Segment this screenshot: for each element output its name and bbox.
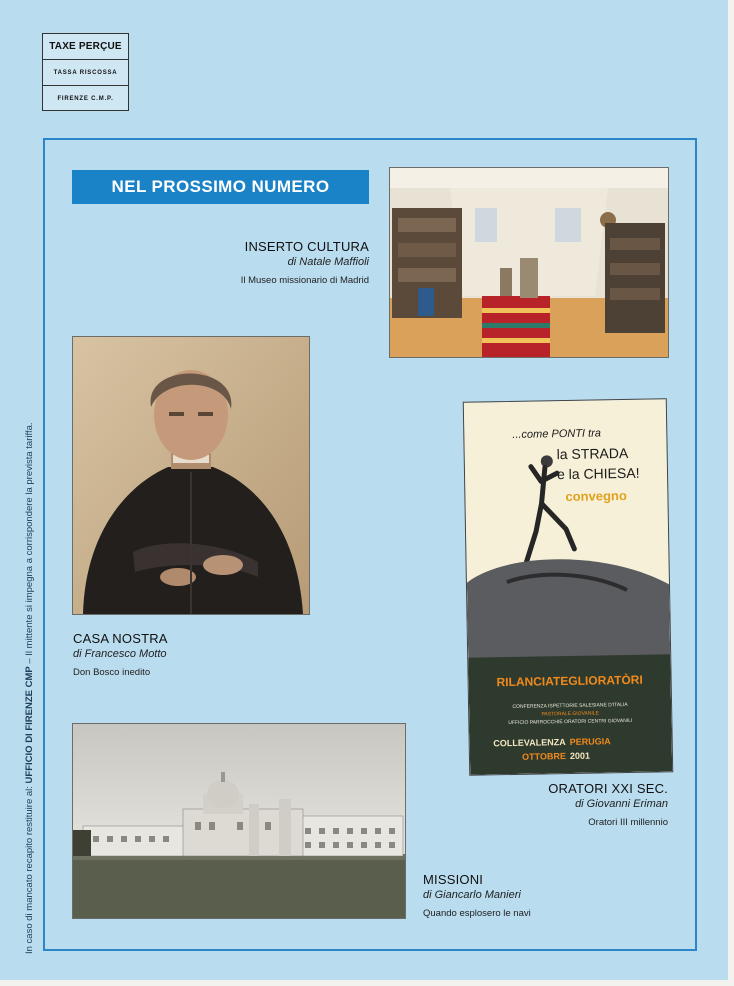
article-author: di Francesco Motto [73,648,167,660]
article-author: di Giovanni Eriman [575,798,668,810]
poster-convegno: convegno [565,487,627,505]
article-description: Don Bosco inedito [73,667,151,678]
article-oratori [460,781,668,828]
poster-place-2: PERUGIA [569,736,611,747]
poster-headline: RILANCIATEGLIORATÒRI [496,672,643,690]
poster-tagline-3: e la CHIESA! [556,464,640,483]
poster-date-1: OTTOBRE [522,751,567,762]
article-casa-nostra [73,631,273,678]
article-description: Quando esplosero le navi [423,908,531,919]
article-description: Il Museo missionario di Madrid [240,275,369,286]
poster-tagline-1: ...come PONTI tra [512,427,602,441]
article-title: CASA NOSTRA [73,631,168,646]
article-description: Oratori III millennio [588,817,668,828]
poster-org-1: CONFERENZA ISPETTORIE SALESIANE D'ITALIA [512,701,628,710]
section-banner: NEL PROSSIMO NUMERO [72,170,369,204]
poster-date-2: 2001 [569,750,591,761]
article-title: MISSIONI [423,872,484,887]
convegno-poster [463,398,673,776]
poster-tagline-2: la STRADA [556,444,629,463]
postage-line-3: FIRENZE C.M.P. [57,95,114,102]
poster-org-3: UFFICIO PARROCCHIE ORATORI CENTRI GIOVANILI [508,717,633,727]
article-missioni [423,872,643,919]
postage-line-2: TASSA RISCOSSA [43,60,128,86]
article-author: di Natale Maffioli [287,256,369,268]
article-title: INSERTO CULTURA [244,239,369,254]
postage-line-1: TAXE PERÇUE [43,34,128,60]
poster-org-2: PASTORALE GIOVANILE [541,710,600,718]
return-address-note [24,422,35,954]
article-title: ORATORI XXI SEC. [548,781,668,796]
postage-paid-stamp [42,33,129,111]
mission-building-photo [72,723,406,919]
return-note-office: UFFICIO DI FIRENZE CMP [24,666,35,784]
don-bosco-portrait [72,336,310,615]
poster-place-1: COLLEVALENZA [493,737,566,749]
return-note-prefix: In caso di mancato recapito restituire al: [24,783,35,954]
article-inserto-cultura [190,239,369,286]
article-author: di Giancarlo Manieri [423,889,521,901]
return-note-suffix: – Il mittente si impegna a corrispondere la prevista tariffa. [24,422,35,667]
museum-photo [389,167,669,358]
